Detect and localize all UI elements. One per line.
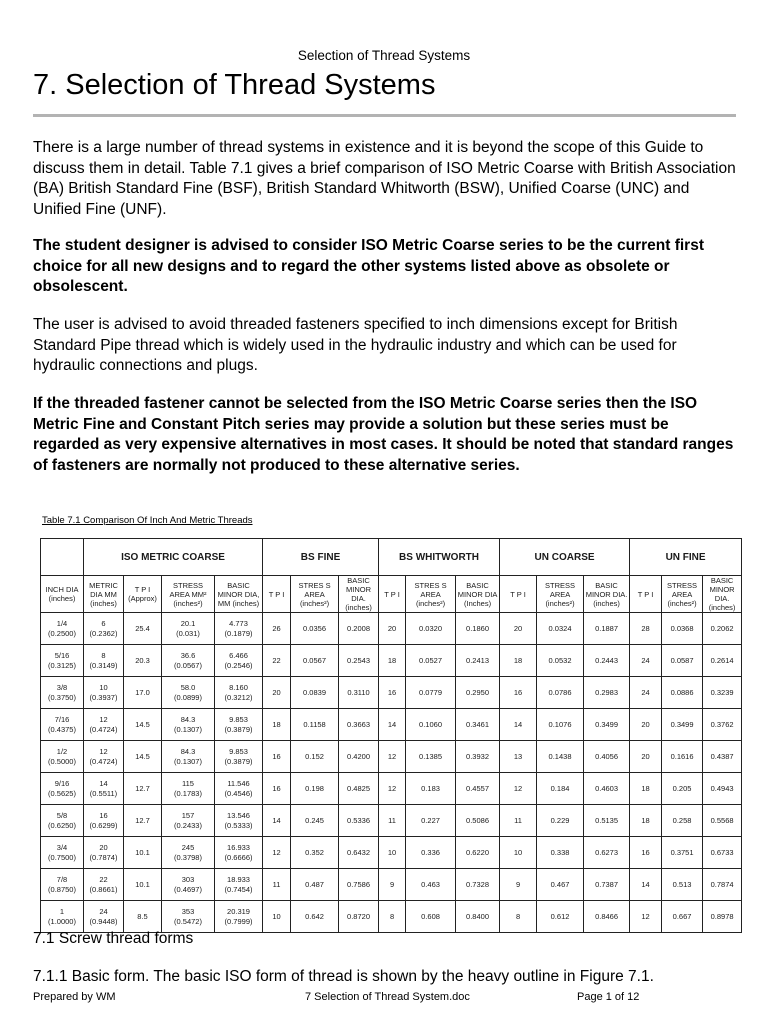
table-cell: 0.2062 [703, 613, 742, 645]
table-column-header: T P I [500, 576, 537, 613]
table-cell: 18 [379, 645, 406, 677]
table-cell: 20.319 (0.7999) [215, 901, 263, 933]
table-cell: 17.0 [124, 677, 162, 709]
table-caption: Table 7.1 Comparison Of Inch And Metric Threads [42, 515, 253, 526]
table-cell: 0.2008 [339, 613, 379, 645]
table-cell: 16 [630, 837, 662, 869]
table-cell: 36.6 (0.0567) [162, 645, 215, 677]
table-cell: 9 [500, 869, 537, 901]
table-cell: 0.8466 [584, 901, 630, 933]
group-header-iso-metric-coarse: ISO METRIC COARSE [84, 539, 263, 576]
table-cell: 16 (0.6299) [84, 805, 124, 837]
table-cell: 0.3461 [456, 709, 500, 741]
table-column-header: METRIC DIA MM (inches) [84, 576, 124, 613]
table-cell: 0.513 [662, 869, 703, 901]
table-cell: 0.1616 [662, 741, 703, 773]
table-cell: 0.2983 [584, 677, 630, 709]
table-row [41, 677, 742, 709]
table-cell: 58.0 (0.0899) [162, 677, 215, 709]
table-cell: 22 [263, 645, 291, 677]
table-cell: 0.152 [291, 741, 339, 773]
table-cell: 0.4056 [584, 741, 630, 773]
table-cell: 16 [379, 677, 406, 709]
table-cell: 3/8 (0.3750) [41, 677, 84, 709]
table-cell: 0.3110 [339, 677, 379, 709]
table-cell: 0.487 [291, 869, 339, 901]
table-cell: 20 [500, 613, 537, 645]
alternative-series-paragraph: If the threaded fastener cannot be selected from the ISO Metric Coarse series then the ISO Metric Fine and Constant Pitch series may provide a solution but these series must be regarded as very expensive alternatives in most cases. It should be noted that standard ranges of fasteners are normally not produced to these alternative series. [33, 395, 734, 474]
table-cell: 3/4 (0.7500) [41, 837, 84, 869]
table-cell: 4.773 (0.1879) [215, 613, 263, 645]
table-row [41, 837, 742, 869]
table-cell: 115 (0.1783) [162, 773, 215, 805]
table-cell: 0.612 [537, 901, 584, 933]
table-cell: 14.5 [124, 741, 162, 773]
group-header-bs-whitworth: BS WHITWORTH [379, 539, 500, 576]
table-cell: 12 [379, 773, 406, 805]
table-column-header: BASIC MINOR DIA (Inches) [456, 576, 500, 613]
table-cell: 25.4 [124, 613, 162, 645]
table-cell: 10.1 [124, 869, 162, 901]
table-cell: 10 [263, 901, 291, 933]
footer-filename: 7 Selection of Thread System.doc [305, 991, 470, 1003]
table-cell: 0.1060 [406, 709, 456, 741]
table-cell: 0.0320 [406, 613, 456, 645]
table-cell: 7/16 (0.4375) [41, 709, 84, 741]
table-cell: 0.338 [537, 837, 584, 869]
table-cell: 0.7387 [584, 869, 630, 901]
table-cell: 0.3932 [456, 741, 500, 773]
table-cell: 0.0368 [662, 613, 703, 645]
table-cell: 0.3239 [703, 677, 742, 709]
table-cell: 18 [630, 773, 662, 805]
table-cell: 20.1 (0.031) [162, 613, 215, 645]
table-cell: 13 [500, 741, 537, 773]
table-cell: 0.245 [291, 805, 339, 837]
table-cell: 0.4557 [456, 773, 500, 805]
footer-page-number: Page 1 of 12 [577, 991, 640, 1003]
table-column-header: BASIC MINOR DIA. (inches) [703, 576, 742, 613]
table-cell: 0.5568 [703, 805, 742, 837]
table-cell: 14 [500, 709, 537, 741]
table-cell: 84.3 (0.1307) [162, 709, 215, 741]
table-cell: 18 [263, 709, 291, 741]
table-column-header-row [41, 576, 742, 613]
table-cell: 0.642 [291, 901, 339, 933]
table-cell: 7/8 (0.8750) [41, 869, 84, 901]
table-cell: 0.1385 [406, 741, 456, 773]
table-cell: 0.1887 [584, 613, 630, 645]
table-cell: 14 [379, 709, 406, 741]
table-cell: 28 [630, 613, 662, 645]
table-cell: 12.7 [124, 773, 162, 805]
table-cell: 12 [379, 741, 406, 773]
table-cell: 10 [500, 837, 537, 869]
table-cell: 0.463 [406, 869, 456, 901]
table-cell: 0.8978 [703, 901, 742, 933]
table-cell: 0.1860 [456, 613, 500, 645]
table-cell: 0.608 [406, 901, 456, 933]
table-cell: 16 [263, 741, 291, 773]
table-cell: 24 [630, 677, 662, 709]
table-cell: 20.3 [124, 645, 162, 677]
table-cell: 14 [263, 805, 291, 837]
group-header-bs-fine: BS FINE [263, 539, 379, 576]
table-cell: 11.546 (0.4546) [215, 773, 263, 805]
table-cell: 0.2614 [703, 645, 742, 677]
table-cell: 0.3751 [662, 837, 703, 869]
table-row [41, 741, 742, 773]
table-row [41, 805, 742, 837]
running-header: Selection of Thread Systems [297, 48, 471, 63]
footer-author: Prepared by WM [33, 991, 116, 1003]
table-cell: 10.1 [124, 837, 162, 869]
table-cell: 9.853 (0.3879) [215, 741, 263, 773]
table-cell: 0.183 [406, 773, 456, 805]
table-cell: 12 [263, 837, 291, 869]
table-row [41, 645, 742, 677]
table-cell: 5/8 (0.6250) [41, 805, 84, 837]
table-cell: 0.0786 [537, 677, 584, 709]
table-cell: 20 [630, 741, 662, 773]
table-cell: 84.3 (0.1307) [162, 741, 215, 773]
table-column-header: T P I [263, 576, 291, 613]
table-cell: 12 [630, 901, 662, 933]
table-cell: 10 [379, 837, 406, 869]
table-cell: 0.0356 [291, 613, 339, 645]
table-cell: 0.7874 [703, 869, 742, 901]
table-cell: 14 (0.5511) [84, 773, 124, 805]
table-cell: 0.8400 [456, 901, 500, 933]
table-cell: 0.6733 [703, 837, 742, 869]
thread-comparison-table [40, 538, 742, 933]
table-row [41, 613, 742, 645]
table-cell: 0.258 [662, 805, 703, 837]
table-cell: 1/2 (0.5000) [41, 741, 84, 773]
table-cell: 16 [500, 677, 537, 709]
table-cell: 0.1076 [537, 709, 584, 741]
table-cell: 8 [379, 901, 406, 933]
table-cell: 13.546 (0.5333) [215, 805, 263, 837]
table-cell: 9 [379, 869, 406, 901]
table-cell: 16.933 (0.6666) [215, 837, 263, 869]
table-column-header: T P I [379, 576, 406, 613]
table-cell: 0.2543 [339, 645, 379, 677]
table-cell: 0.4825 [339, 773, 379, 805]
table-cell: 0.227 [406, 805, 456, 837]
table-cell: 18 [500, 645, 537, 677]
table-cell: 0.4200 [339, 741, 379, 773]
table-cell: 303 (0.4697) [162, 869, 215, 901]
table-column-header: STRES S AREA (inches²) [406, 576, 456, 613]
table-cell: 12 (0.4724) [84, 709, 124, 741]
table-cell: 0.4943 [703, 773, 742, 805]
table-cell: 20 [379, 613, 406, 645]
table-cell: 0.0839 [291, 677, 339, 709]
table-cell: 245 (0.3798) [162, 837, 215, 869]
table-cell: 0.205 [662, 773, 703, 805]
table-cell: 0.0567 [291, 645, 339, 677]
table-cell: 12.7 [124, 805, 162, 837]
table-column-header: T P I [630, 576, 662, 613]
table-cell: 0.2413 [456, 645, 500, 677]
intro-paragraph: There is a large number of thread systems in existence and it is beyond the scope of this Guide to discuss them in detail. Table 7.1 gives a brief comparison of ISO Metric Coarse with British Association (BA) British Standard Fine (BSF), British Standard Whitworth (BSW), Unified Coarse (UNC) and Unified Fine (UNF). [33, 139, 736, 218]
table-cell: 1/4 (0.2500) [41, 613, 84, 645]
table-row [41, 709, 742, 741]
table-column-header: STRESS AREA (inches²) [537, 576, 584, 613]
table-cell: 0.3499 [662, 709, 703, 741]
table-cell: 1 (1.0000) [41, 901, 84, 933]
table-cell: 353 (0.5472) [162, 901, 215, 933]
table-column-header: STRESS AREA MM² (inches²) [162, 576, 215, 613]
table-cell: 5/16 (0.3125) [41, 645, 84, 677]
table-column-header: T P I (Approx) [124, 576, 162, 613]
table-cell: 26 [263, 613, 291, 645]
table-cell: 0.3663 [339, 709, 379, 741]
table-cell: 22 (0.8661) [84, 869, 124, 901]
section-heading: 7.1 Screw thread forms [33, 930, 194, 947]
table-body [41, 613, 742, 933]
table-cell: 0.6220 [456, 837, 500, 869]
table-row [41, 773, 742, 805]
table-column-header: STRESS AREA (inches²) [662, 576, 703, 613]
table-cell: 0.0527 [406, 645, 456, 677]
advice-paragraph-bold: The student designer is advised to consider ISO Metric Coarse series to be the current first choice for all new designs and to regard the other systems listed above as obsolete or obsolescent. [33, 237, 704, 295]
table-cell: 0.8720 [339, 901, 379, 933]
table-cell: 0.7328 [456, 869, 500, 901]
table-cell: 8 (0.3149) [84, 645, 124, 677]
table-cell: 0.0324 [537, 613, 584, 645]
table-cell: 11 [500, 805, 537, 837]
table-cell: 0.6273 [584, 837, 630, 869]
table-cell: 0.4603 [584, 773, 630, 805]
table-cell: 0.2443 [584, 645, 630, 677]
table-cell: 0.667 [662, 901, 703, 933]
table-cell: 8 [500, 901, 537, 933]
table-cell: 20 (0.7874) [84, 837, 124, 869]
table-cell: 0.6432 [339, 837, 379, 869]
table-cell: 0.7586 [339, 869, 379, 901]
table-column-header: BASIC MINOR DIA. (inches) [584, 576, 630, 613]
table-column-header: INCH DIA (inches) [41, 576, 84, 613]
table-cell: 14.5 [124, 709, 162, 741]
page-title: 7. Selection of Thread Systems [33, 69, 436, 101]
table-cell: 6.466 (0.2546) [215, 645, 263, 677]
table-cell: 0.198 [291, 773, 339, 805]
table-cell: 8.5 [124, 901, 162, 933]
table-row [41, 869, 742, 901]
table-cell: 0.0779 [406, 677, 456, 709]
table-cell: 18.933 (0.7454) [215, 869, 263, 901]
table-cell: 16 [263, 773, 291, 805]
table-cell: 9/16 (0.5625) [41, 773, 84, 805]
group-header-un-coarse: UN COARSE [500, 539, 630, 576]
table-row [41, 901, 742, 933]
table-cell: 0.2950 [456, 677, 500, 709]
table-cell: 0.229 [537, 805, 584, 837]
table-cell: 8.160 (0.3212) [215, 677, 263, 709]
title-rule [33, 114, 736, 117]
table-cell: 0.0532 [537, 645, 584, 677]
table-column-header: STRES S AREA (inches²) [291, 576, 339, 613]
table-cell: 0.3499 [584, 709, 630, 741]
table-cell: 0.3762 [703, 709, 742, 741]
table-cell: 0.0587 [662, 645, 703, 677]
table-column-header: BASIC MINOR DIA, MM (inches) [215, 576, 263, 613]
group-header-un-fine: UN FINE [630, 539, 742, 576]
table-column-header: BASIC MINOR DIA. (inches) [339, 576, 379, 613]
table-cell: 12 [500, 773, 537, 805]
table-cell: 0.467 [537, 869, 584, 901]
table-cell: 0.0886 [662, 677, 703, 709]
table-cell: 0.336 [406, 837, 456, 869]
table-cell: 6 (0.2362) [84, 613, 124, 645]
table-cell: 0.352 [291, 837, 339, 869]
inch-advice-paragraph: The user is advised to avoid threaded fasteners specified to inch dimensions except for British Standard Pipe thread which is widely used in the hydraulic industry and which can be used for hydraulic connections and plugs. [33, 316, 678, 374]
table-cell: 11 [263, 869, 291, 901]
table-cell: 0.184 [537, 773, 584, 805]
table-cell: 24 (0.9448) [84, 901, 124, 933]
table-cell: 14 [630, 869, 662, 901]
table-cell: 24 [630, 645, 662, 677]
table-cell: 0.5336 [339, 805, 379, 837]
table-cell: 157 (0.2433) [162, 805, 215, 837]
table-cell: 11 [379, 805, 406, 837]
table-cell: 0.1158 [291, 709, 339, 741]
table-cell: 0.4387 [703, 741, 742, 773]
table-corner-cell [41, 539, 84, 576]
subsection-paragraph: 7.1.1 Basic form. The basic ISO form of thread is shown by the heavy outline in Figure 7.1. [33, 968, 654, 985]
table-cell: 20 [630, 709, 662, 741]
table-cell: 0.1438 [537, 741, 584, 773]
table-cell: 0.5086 [456, 805, 500, 837]
table-cell: 0.5135 [584, 805, 630, 837]
table-group-header-row [41, 539, 742, 576]
table-cell: 10 (0.3937) [84, 677, 124, 709]
table-cell: 18 [630, 805, 662, 837]
table-cell: 9.853 (0.3879) [215, 709, 263, 741]
table-cell: 20 [263, 677, 291, 709]
table-cell: 12 (0.4724) [84, 741, 124, 773]
